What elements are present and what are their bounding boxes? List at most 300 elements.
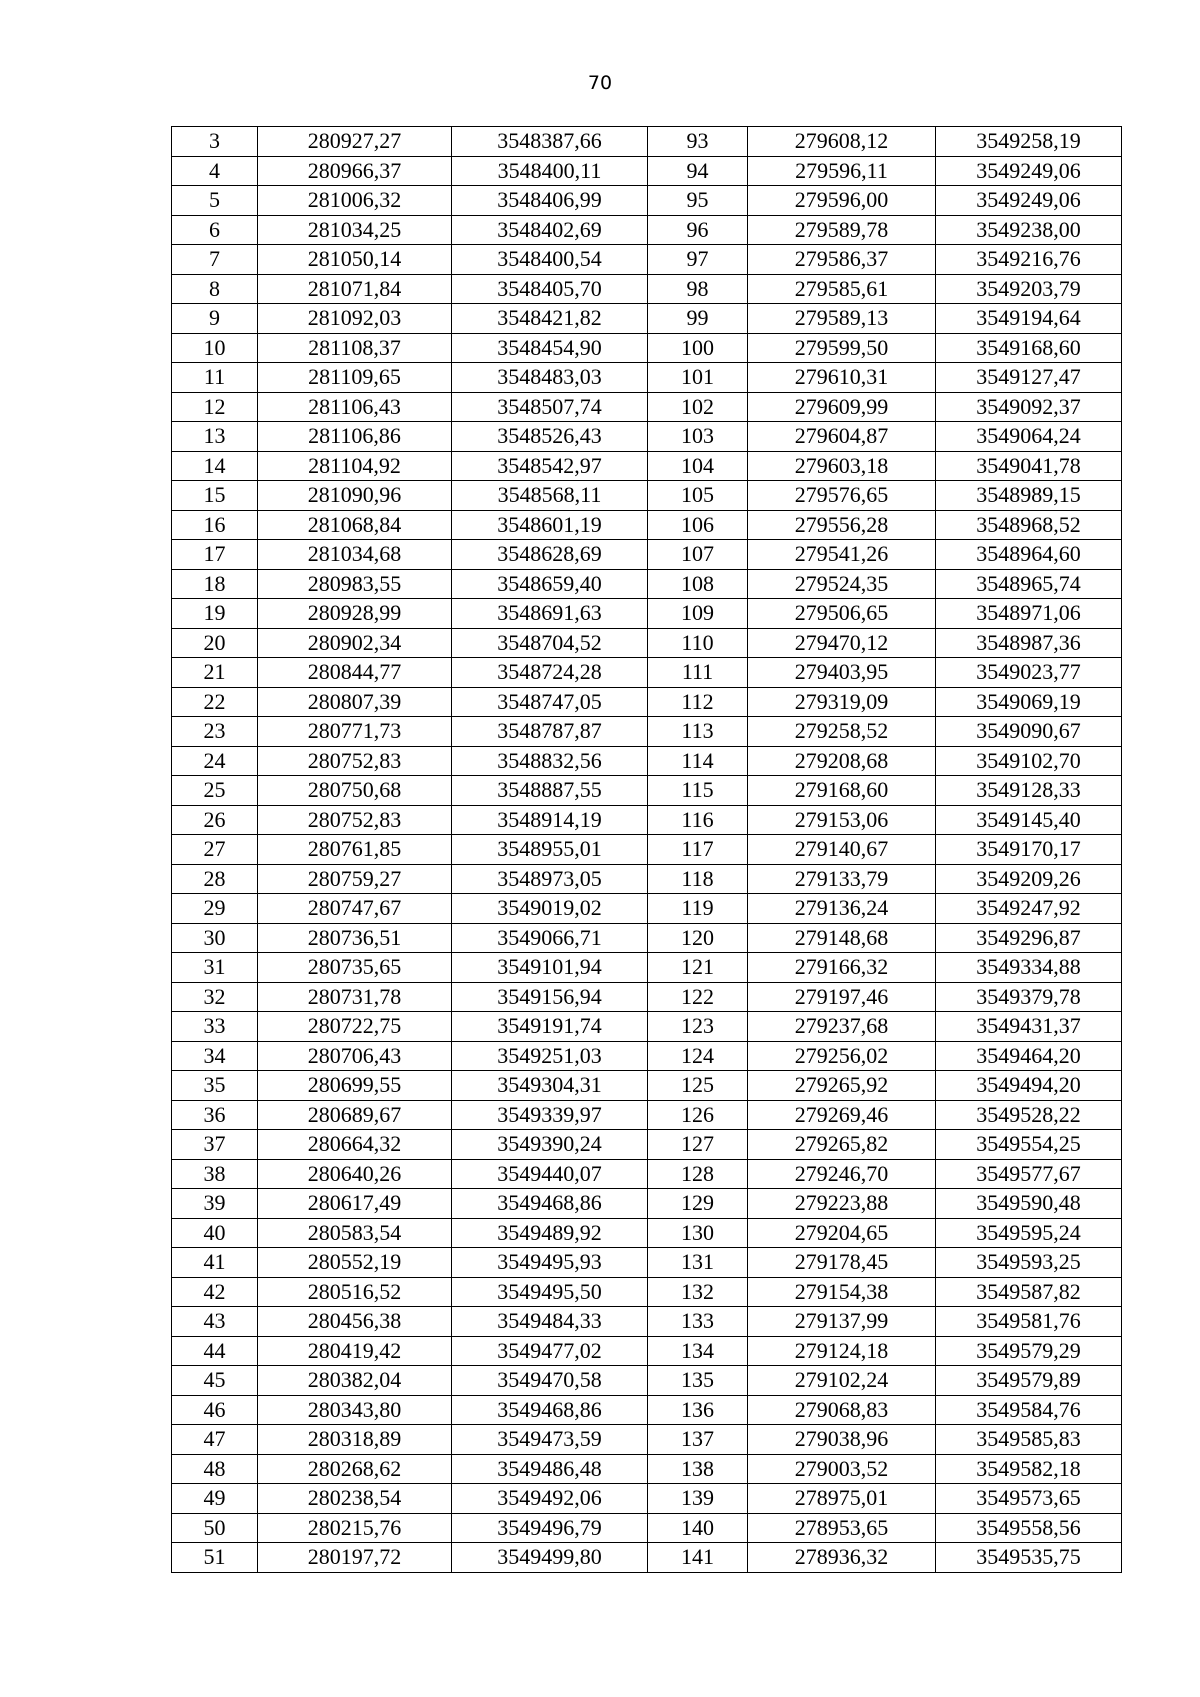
point-number-left-cell: 3	[172, 127, 258, 157]
point-number-left-cell: 39	[172, 1189, 258, 1219]
y-coordinate-right-cell: 3549258,19	[936, 127, 1122, 157]
y-coordinate-right-cell: 3548987,36	[936, 628, 1122, 658]
point-number-left-cell: 18	[172, 569, 258, 599]
x-coordinate-left-cell: 280238,54	[258, 1484, 452, 1514]
y-coordinate-right-cell: 3549535,75	[936, 1543, 1122, 1573]
point-number-right-cell: 106	[648, 510, 748, 540]
y-coordinate-right-cell: 3549127,47	[936, 363, 1122, 393]
page-number: 70	[587, 72, 613, 94]
y-coordinate-right-cell: 3549579,89	[936, 1366, 1122, 1396]
x-coordinate-left-cell: 280318,89	[258, 1425, 452, 1455]
table-row	[172, 864, 1122, 894]
x-coordinate-right-cell: 279168,60	[748, 776, 936, 806]
point-number-left-cell: 24	[172, 746, 258, 776]
x-coordinate-left-cell: 280731,78	[258, 982, 452, 1012]
point-number-left-cell: 47	[172, 1425, 258, 1455]
x-coordinate-left-cell: 281006,32	[258, 186, 452, 216]
point-number-left-cell: 20	[172, 628, 258, 658]
point-number-left-cell: 4	[172, 156, 258, 186]
table-row	[172, 717, 1122, 747]
y-coordinate-left-cell: 3549499,80	[452, 1543, 648, 1573]
point-number-left-cell: 29	[172, 894, 258, 924]
point-number-left-cell: 35	[172, 1071, 258, 1101]
point-number-left-cell: 32	[172, 982, 258, 1012]
x-coordinate-right-cell: 279610,31	[748, 363, 936, 393]
table-row	[172, 215, 1122, 245]
x-coordinate-left-cell: 280902,34	[258, 628, 452, 658]
x-coordinate-right-cell: 279541,26	[748, 540, 936, 570]
x-coordinate-right-cell: 279137,99	[748, 1307, 936, 1337]
point-number-left-cell: 25	[172, 776, 258, 806]
y-coordinate-right-cell: 3549584,76	[936, 1395, 1122, 1425]
point-number-left-cell: 36	[172, 1100, 258, 1130]
point-number-right-cell: 105	[648, 481, 748, 511]
y-coordinate-right-cell: 3549590,48	[936, 1189, 1122, 1219]
table-row	[172, 894, 1122, 924]
point-number-left-cell: 40	[172, 1218, 258, 1248]
point-number-left-cell: 21	[172, 658, 258, 688]
x-coordinate-right-cell: 278936,32	[748, 1543, 936, 1573]
point-number-right-cell: 113	[648, 717, 748, 747]
point-number-left-cell: 6	[172, 215, 258, 245]
y-coordinate-right-cell: 3549064,24	[936, 422, 1122, 452]
y-coordinate-left-cell: 3548568,11	[452, 481, 648, 511]
table-row	[172, 1041, 1122, 1071]
y-coordinate-left-cell: 3548400,54	[452, 245, 648, 275]
y-coordinate-right-cell: 3549464,20	[936, 1041, 1122, 1071]
x-coordinate-left-cell: 280759,27	[258, 864, 452, 894]
table-row	[172, 1012, 1122, 1042]
point-number-right-cell: 93	[648, 127, 748, 157]
y-coordinate-right-cell: 3549170,17	[936, 835, 1122, 865]
table-row	[172, 746, 1122, 776]
x-coordinate-left-cell: 280456,38	[258, 1307, 452, 1337]
y-coordinate-right-cell: 3549209,26	[936, 864, 1122, 894]
point-number-right-cell: 123	[648, 1012, 748, 1042]
x-coordinate-left-cell: 280747,67	[258, 894, 452, 924]
y-coordinate-left-cell: 3549492,06	[452, 1484, 648, 1514]
y-coordinate-right-cell: 3549379,78	[936, 982, 1122, 1012]
table-row	[172, 1100, 1122, 1130]
point-number-right-cell: 111	[648, 658, 748, 688]
y-coordinate-right-cell: 3549582,18	[936, 1454, 1122, 1484]
point-number-right-cell: 130	[648, 1218, 748, 1248]
y-coordinate-left-cell: 3548483,03	[452, 363, 648, 393]
table-row	[172, 1189, 1122, 1219]
x-coordinate-left-cell: 280419,42	[258, 1336, 452, 1366]
table-row	[172, 1218, 1122, 1248]
table-row	[172, 1159, 1122, 1189]
point-number-left-cell: 51	[172, 1543, 258, 1573]
x-coordinate-left-cell: 280771,73	[258, 717, 452, 747]
x-coordinate-right-cell: 279204,65	[748, 1218, 936, 1248]
point-number-right-cell: 110	[648, 628, 748, 658]
x-coordinate-left-cell: 280689,67	[258, 1100, 452, 1130]
point-number-right-cell: 140	[648, 1513, 748, 1543]
point-number-left-cell: 48	[172, 1454, 258, 1484]
point-number-left-cell: 14	[172, 451, 258, 481]
table-row	[172, 1366, 1122, 1396]
x-coordinate-right-cell: 279166,32	[748, 953, 936, 983]
y-coordinate-right-cell: 3549577,67	[936, 1159, 1122, 1189]
point-number-right-cell: 120	[648, 923, 748, 953]
point-number-right-cell: 99	[648, 304, 748, 334]
x-coordinate-right-cell: 279140,67	[748, 835, 936, 865]
table-row	[172, 982, 1122, 1012]
y-coordinate-right-cell: 3549249,06	[936, 186, 1122, 216]
point-number-left-cell: 15	[172, 481, 258, 511]
table-row	[172, 333, 1122, 363]
point-number-right-cell: 136	[648, 1395, 748, 1425]
x-coordinate-left-cell: 280966,37	[258, 156, 452, 186]
y-coordinate-left-cell: 3548601,19	[452, 510, 648, 540]
x-coordinate-right-cell: 279154,38	[748, 1277, 936, 1307]
y-coordinate-left-cell: 3549304,31	[452, 1071, 648, 1101]
table-row	[172, 658, 1122, 688]
point-number-left-cell: 43	[172, 1307, 258, 1337]
x-coordinate-right-cell: 279197,46	[748, 982, 936, 1012]
point-number-left-cell: 45	[172, 1366, 258, 1396]
point-number-right-cell: 95	[648, 186, 748, 216]
x-coordinate-left-cell: 281092,03	[258, 304, 452, 334]
x-coordinate-right-cell: 279148,68	[748, 923, 936, 953]
table-row	[172, 422, 1122, 452]
x-coordinate-right-cell: 279136,24	[748, 894, 936, 924]
table-row	[172, 274, 1122, 304]
x-coordinate-left-cell: 280268,62	[258, 1454, 452, 1484]
point-number-left-cell: 7	[172, 245, 258, 275]
x-coordinate-left-cell: 280927,27	[258, 127, 452, 157]
table-row	[172, 1454, 1122, 1484]
x-coordinate-right-cell: 279124,18	[748, 1336, 936, 1366]
table-row	[172, 1071, 1122, 1101]
y-coordinate-right-cell: 3549585,83	[936, 1425, 1122, 1455]
point-number-right-cell: 96	[648, 215, 748, 245]
table-row	[172, 1395, 1122, 1425]
y-coordinate-right-cell: 3549296,87	[936, 923, 1122, 953]
x-coordinate-left-cell: 280750,68	[258, 776, 452, 806]
x-coordinate-left-cell: 281050,14	[258, 245, 452, 275]
point-number-right-cell: 125	[648, 1071, 748, 1101]
point-number-right-cell: 133	[648, 1307, 748, 1337]
y-coordinate-right-cell: 3549041,78	[936, 451, 1122, 481]
point-number-right-cell: 101	[648, 363, 748, 393]
y-coordinate-right-cell: 3549238,00	[936, 215, 1122, 245]
point-number-right-cell: 116	[648, 805, 748, 835]
x-coordinate-left-cell: 281108,37	[258, 333, 452, 363]
x-coordinate-left-cell: 280583,54	[258, 1218, 452, 1248]
point-number-right-cell: 127	[648, 1130, 748, 1160]
point-number-left-cell: 34	[172, 1041, 258, 1071]
y-coordinate-left-cell: 3548955,01	[452, 835, 648, 865]
y-coordinate-right-cell: 3549247,92	[936, 894, 1122, 924]
y-coordinate-left-cell: 3548787,87	[452, 717, 648, 747]
y-coordinate-right-cell: 3549128,33	[936, 776, 1122, 806]
point-number-left-cell: 5	[172, 186, 258, 216]
point-number-left-cell: 17	[172, 540, 258, 570]
point-number-right-cell: 117	[648, 835, 748, 865]
y-coordinate-right-cell: 3549092,37	[936, 392, 1122, 422]
y-coordinate-right-cell: 3549194,64	[936, 304, 1122, 334]
y-coordinate-right-cell: 3549554,25	[936, 1130, 1122, 1160]
coordinates-table	[171, 126, 1122, 1573]
point-number-right-cell: 112	[648, 687, 748, 717]
coordinates-table-body	[172, 127, 1122, 1573]
x-coordinate-left-cell: 280735,65	[258, 953, 452, 983]
y-coordinate-left-cell: 3548747,05	[452, 687, 648, 717]
point-number-left-cell: 50	[172, 1513, 258, 1543]
y-coordinate-right-cell: 3549216,76	[936, 245, 1122, 275]
x-coordinate-right-cell: 279524,35	[748, 569, 936, 599]
x-coordinate-left-cell: 280343,80	[258, 1395, 452, 1425]
y-coordinate-right-cell: 3549558,56	[936, 1513, 1122, 1543]
point-number-right-cell: 114	[648, 746, 748, 776]
point-number-right-cell: 103	[648, 422, 748, 452]
x-coordinate-right-cell: 279258,52	[748, 717, 936, 747]
table-row	[172, 1543, 1122, 1573]
y-coordinate-right-cell: 3549102,70	[936, 746, 1122, 776]
x-coordinate-right-cell: 279599,50	[748, 333, 936, 363]
point-number-right-cell: 107	[648, 540, 748, 570]
x-coordinate-right-cell: 279589,13	[748, 304, 936, 334]
y-coordinate-right-cell: 3549581,76	[936, 1307, 1122, 1337]
x-coordinate-right-cell: 279269,46	[748, 1100, 936, 1130]
point-number-left-cell: 33	[172, 1012, 258, 1042]
y-coordinate-left-cell: 3549066,71	[452, 923, 648, 953]
x-coordinate-left-cell: 280752,83	[258, 805, 452, 835]
y-coordinate-left-cell: 3548400,11	[452, 156, 648, 186]
y-coordinate-left-cell: 3549101,94	[452, 953, 648, 983]
table-row	[172, 510, 1122, 540]
y-coordinate-left-cell: 3549019,02	[452, 894, 648, 924]
point-number-right-cell: 108	[648, 569, 748, 599]
table-row	[172, 687, 1122, 717]
y-coordinate-right-cell: 3549069,19	[936, 687, 1122, 717]
y-coordinate-left-cell: 3549251,03	[452, 1041, 648, 1071]
x-coordinate-right-cell: 279604,87	[748, 422, 936, 452]
x-coordinate-left-cell: 281106,43	[258, 392, 452, 422]
y-coordinate-left-cell: 3549470,58	[452, 1366, 648, 1396]
point-number-left-cell: 26	[172, 805, 258, 835]
x-coordinate-right-cell: 279223,88	[748, 1189, 936, 1219]
point-number-left-cell: 8	[172, 274, 258, 304]
x-coordinate-right-cell: 279608,12	[748, 127, 936, 157]
table-row	[172, 156, 1122, 186]
y-coordinate-left-cell: 3549486,48	[452, 1454, 648, 1484]
y-coordinate-left-cell: 3548628,69	[452, 540, 648, 570]
y-coordinate-left-cell: 3548402,69	[452, 215, 648, 245]
y-coordinate-right-cell: 3549528,22	[936, 1100, 1122, 1130]
x-coordinate-right-cell: 279237,68	[748, 1012, 936, 1042]
x-coordinate-right-cell: 279068,83	[748, 1395, 936, 1425]
y-coordinate-right-cell: 3548989,15	[936, 481, 1122, 511]
x-coordinate-left-cell: 280752,83	[258, 746, 452, 776]
y-coordinate-left-cell: 3549468,86	[452, 1395, 648, 1425]
y-coordinate-right-cell: 3549587,82	[936, 1277, 1122, 1307]
y-coordinate-right-cell: 3548968,52	[936, 510, 1122, 540]
x-coordinate-left-cell: 280516,52	[258, 1277, 452, 1307]
x-coordinate-right-cell: 279603,18	[748, 451, 936, 481]
x-coordinate-right-cell: 279506,65	[748, 599, 936, 629]
x-coordinate-left-cell: 280928,99	[258, 599, 452, 629]
point-number-right-cell: 132	[648, 1277, 748, 1307]
y-coordinate-right-cell: 3549579,29	[936, 1336, 1122, 1366]
table-row	[172, 569, 1122, 599]
table-row	[172, 1336, 1122, 1366]
point-number-left-cell: 27	[172, 835, 258, 865]
table-row	[172, 1248, 1122, 1278]
y-coordinate-right-cell: 3548964,60	[936, 540, 1122, 570]
x-coordinate-right-cell: 279596,11	[748, 156, 936, 186]
x-coordinate-right-cell: 279133,79	[748, 864, 936, 894]
x-coordinate-right-cell: 279556,28	[748, 510, 936, 540]
y-coordinate-right-cell: 3549573,65	[936, 1484, 1122, 1514]
table-row	[172, 481, 1122, 511]
point-number-right-cell: 124	[648, 1041, 748, 1071]
point-number-left-cell: 19	[172, 599, 258, 629]
point-number-left-cell: 11	[172, 363, 258, 393]
y-coordinate-left-cell: 3548542,97	[452, 451, 648, 481]
table-row	[172, 1130, 1122, 1160]
y-coordinate-left-cell: 3549468,86	[452, 1189, 648, 1219]
y-coordinate-left-cell: 3549390,24	[452, 1130, 648, 1160]
table-row	[172, 304, 1122, 334]
point-number-right-cell: 135	[648, 1366, 748, 1396]
x-coordinate-right-cell: 279609,99	[748, 392, 936, 422]
y-coordinate-right-cell: 3549023,77	[936, 658, 1122, 688]
x-coordinate-right-cell: 279208,68	[748, 746, 936, 776]
y-coordinate-right-cell: 3548971,06	[936, 599, 1122, 629]
table-row	[172, 953, 1122, 983]
x-coordinate-left-cell: 280736,51	[258, 923, 452, 953]
point-number-left-cell: 16	[172, 510, 258, 540]
point-number-right-cell: 119	[648, 894, 748, 924]
point-number-left-cell: 46	[172, 1395, 258, 1425]
point-number-left-cell: 30	[172, 923, 258, 953]
y-coordinate-left-cell: 3549484,33	[452, 1307, 648, 1337]
x-coordinate-left-cell: 280215,76	[258, 1513, 452, 1543]
table-row	[172, 835, 1122, 865]
table-row	[172, 1425, 1122, 1455]
point-number-left-cell: 28	[172, 864, 258, 894]
x-coordinate-right-cell: 279102,24	[748, 1366, 936, 1396]
y-coordinate-right-cell: 3549593,25	[936, 1248, 1122, 1278]
y-coordinate-left-cell: 3549477,02	[452, 1336, 648, 1366]
y-coordinate-left-cell: 3548659,40	[452, 569, 648, 599]
y-coordinate-left-cell: 3548526,43	[452, 422, 648, 452]
point-number-left-cell: 12	[172, 392, 258, 422]
x-coordinate-left-cell: 281034,25	[258, 215, 452, 245]
point-number-left-cell: 31	[172, 953, 258, 983]
x-coordinate-right-cell: 279038,96	[748, 1425, 936, 1455]
y-coordinate-left-cell: 3548704,52	[452, 628, 648, 658]
y-coordinate-left-cell: 3549156,94	[452, 982, 648, 1012]
y-coordinate-left-cell: 3548387,66	[452, 127, 648, 157]
x-coordinate-left-cell: 280552,19	[258, 1248, 452, 1278]
x-coordinate-right-cell: 279256,02	[748, 1041, 936, 1071]
y-coordinate-left-cell: 3549440,07	[452, 1159, 648, 1189]
x-coordinate-left-cell: 280382,04	[258, 1366, 452, 1396]
table-row	[172, 392, 1122, 422]
y-coordinate-left-cell: 3549473,59	[452, 1425, 648, 1455]
point-number-right-cell: 104	[648, 451, 748, 481]
point-number-right-cell: 97	[648, 245, 748, 275]
x-coordinate-left-cell: 280983,55	[258, 569, 452, 599]
x-coordinate-right-cell: 279470,12	[748, 628, 936, 658]
point-number-left-cell: 13	[172, 422, 258, 452]
x-coordinate-right-cell: 278975,01	[748, 1484, 936, 1514]
x-coordinate-left-cell: 281071,84	[258, 274, 452, 304]
y-coordinate-right-cell: 3548965,74	[936, 569, 1122, 599]
table-row	[172, 1484, 1122, 1514]
x-coordinate-right-cell: 279265,82	[748, 1130, 936, 1160]
y-coordinate-right-cell: 3549494,20	[936, 1071, 1122, 1101]
y-coordinate-right-cell: 3549595,24	[936, 1218, 1122, 1248]
y-coordinate-left-cell: 3549191,74	[452, 1012, 648, 1042]
table-row	[172, 245, 1122, 275]
table-row	[172, 1277, 1122, 1307]
y-coordinate-left-cell: 3548421,82	[452, 304, 648, 334]
point-number-right-cell: 100	[648, 333, 748, 363]
x-coordinate-right-cell: 279319,09	[748, 687, 936, 717]
y-coordinate-left-cell: 3548887,55	[452, 776, 648, 806]
x-coordinate-right-cell: 279178,45	[748, 1248, 936, 1278]
point-number-left-cell: 37	[172, 1130, 258, 1160]
x-coordinate-right-cell: 279596,00	[748, 186, 936, 216]
point-number-right-cell: 102	[648, 392, 748, 422]
y-coordinate-left-cell: 3548405,70	[452, 274, 648, 304]
table-row	[172, 186, 1122, 216]
x-coordinate-left-cell: 280722,75	[258, 1012, 452, 1042]
point-number-left-cell: 10	[172, 333, 258, 363]
point-number-left-cell: 44	[172, 1336, 258, 1366]
x-coordinate-right-cell: 279265,92	[748, 1071, 936, 1101]
y-coordinate-left-cell: 3549496,79	[452, 1513, 648, 1543]
x-coordinate-left-cell: 280807,39	[258, 687, 452, 717]
x-coordinate-left-cell: 280699,55	[258, 1071, 452, 1101]
y-coordinate-left-cell: 3548914,19	[452, 805, 648, 835]
y-coordinate-left-cell: 3548454,90	[452, 333, 648, 363]
x-coordinate-left-cell: 281068,84	[258, 510, 452, 540]
y-coordinate-right-cell: 3549145,40	[936, 805, 1122, 835]
x-coordinate-left-cell: 281034,68	[258, 540, 452, 570]
x-coordinate-left-cell: 280640,26	[258, 1159, 452, 1189]
point-number-right-cell: 128	[648, 1159, 748, 1189]
point-number-right-cell: 122	[648, 982, 748, 1012]
y-coordinate-left-cell: 3548507,74	[452, 392, 648, 422]
x-coordinate-right-cell: 278953,65	[748, 1513, 936, 1543]
table-row	[172, 127, 1122, 157]
x-coordinate-left-cell: 280664,32	[258, 1130, 452, 1160]
point-number-left-cell: 22	[172, 687, 258, 717]
point-number-right-cell: 94	[648, 156, 748, 186]
point-number-right-cell: 134	[648, 1336, 748, 1366]
y-coordinate-left-cell: 3548406,99	[452, 186, 648, 216]
y-coordinate-left-cell: 3548973,05	[452, 864, 648, 894]
point-number-right-cell: 139	[648, 1484, 748, 1514]
table-row	[172, 776, 1122, 806]
y-coordinate-left-cell: 3548691,63	[452, 599, 648, 629]
x-coordinate-right-cell: 279246,70	[748, 1159, 936, 1189]
y-coordinate-left-cell: 3549339,97	[452, 1100, 648, 1130]
point-number-right-cell: 126	[648, 1100, 748, 1130]
table-row	[172, 363, 1122, 393]
point-number-right-cell: 109	[648, 599, 748, 629]
point-number-right-cell: 115	[648, 776, 748, 806]
y-coordinate-left-cell: 3548832,56	[452, 746, 648, 776]
y-coordinate-left-cell: 3549495,93	[452, 1248, 648, 1278]
x-coordinate-left-cell: 281104,92	[258, 451, 452, 481]
